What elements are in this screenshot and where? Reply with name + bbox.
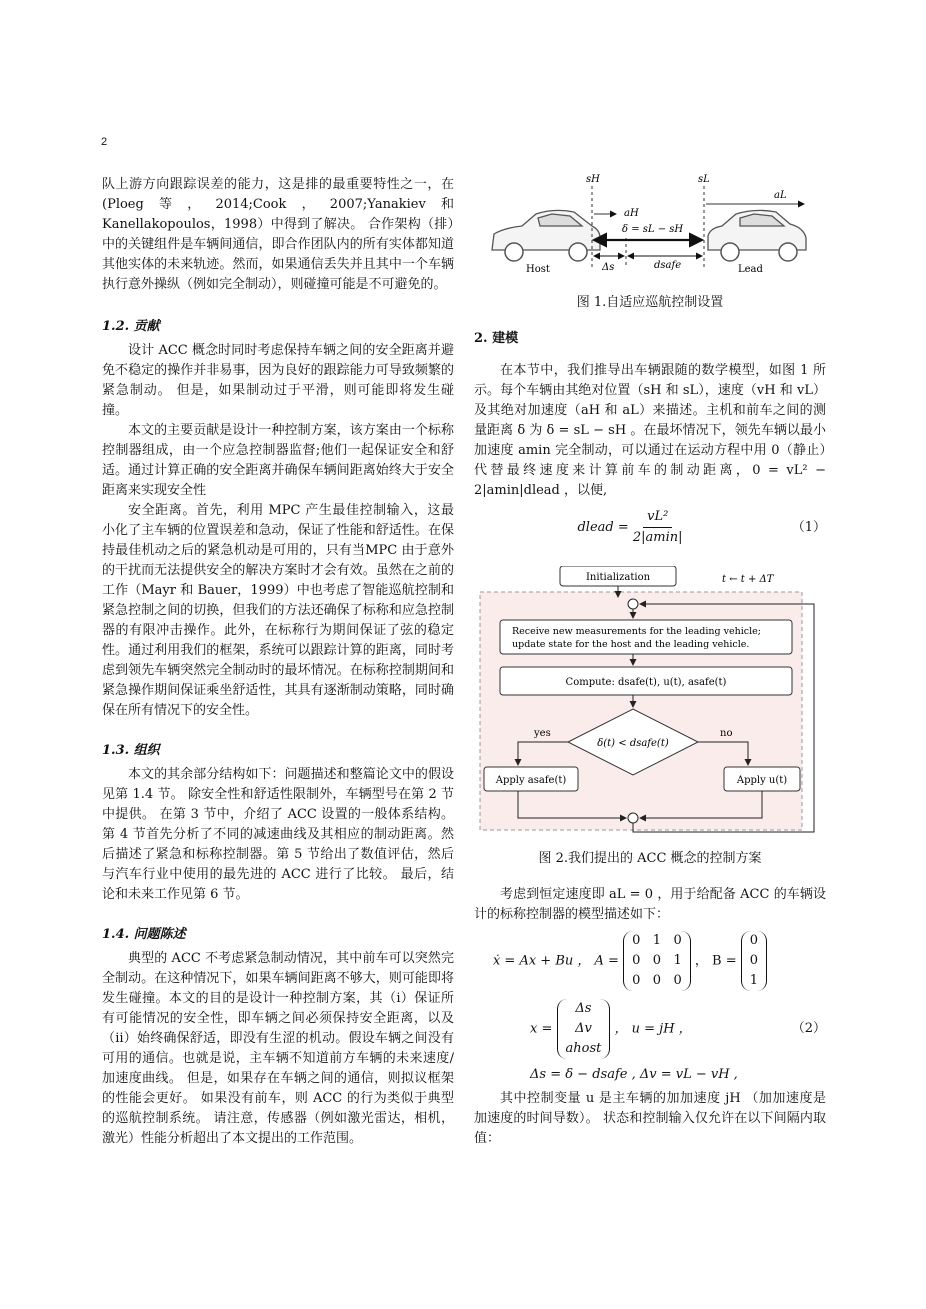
apply-asafe-label: Apply asafe(t) — [495, 775, 567, 786]
eq2-last-line: Δs = δ − dsafe , Δv = vL − vH , — [530, 1067, 738, 1082]
label-ah: aH — [624, 208, 639, 219]
section-2-heading: 2. 建模 — [474, 331, 519, 346]
receive-line-1: Receive new measurements for the leading vehicle; — [512, 626, 761, 637]
state-vector — [557, 999, 611, 1059]
label-sh: sH — [586, 174, 600, 185]
matrix-cell: 0 — [632, 973, 641, 988]
label-sl: sL — [698, 174, 710, 185]
matrix-cell: 0 — [673, 933, 682, 948]
matrix-cell: 0 — [749, 933, 759, 948]
paragraph: 本文的其余部分结构如下：问题描述和整篇论文中的假设见第 1.4 节。 除安全性和舒适性限制外，车辆型号在第 2 节中提供。 在第 3 节中，介绍了 ACC 设置的一般体系结构。第 4 节首先分析了不同的减速曲线及其相应的制动距离。然后描述了紧急和标称控制器。第 5 节给出了数值评估，然后与汽车行业中使用的最先进的 ACC 进行了比较。 最后，结论和未来工作见第 6 节。 — [102, 767, 454, 902]
matrix-cell: 0 — [632, 933, 641, 948]
wheel-icon — [505, 243, 523, 261]
label-dsafe: dsafe — [654, 260, 682, 271]
matrix-cell: 0 — [652, 973, 662, 988]
label-al: aL — [774, 190, 787, 201]
equation-2-line-1 — [474, 925, 826, 997]
vector-cell: ahost — [565, 1041, 602, 1056]
matrix-a — [623, 931, 691, 991]
label-lead: Lead — [738, 264, 763, 275]
eq2-u: ， u = jH ， — [614, 1021, 692, 1037]
vector-cell: Δs — [575, 1001, 592, 1016]
equation-2-line-2 — [474, 997, 826, 1065]
decision-label: δ(t) < dsafe(t) — [597, 738, 669, 749]
wheel-icon — [721, 243, 739, 261]
paragraph: 其中控制变量 u 是主车辆的加加速度 jH （加加速度是加速度的时间导数）。 状态和控制输入仅允许在以下间隔内取值： — [474, 1091, 826, 1146]
figure-1-acc-setup — [474, 172, 826, 280]
init-label: Initialization — [585, 572, 651, 583]
intro-paragraph: 队上游方向跟踪误差的能力，这是排的最重要特性之一，在(Ploeg等，2014;Cook，2007;Yanakiev和Kanellakopoulos，1998）中得到了解决。 合作架构（排）中的关键组件是车辆间通信，即合作团队内的所有实体都知道其他实体的未来轨迹。然而，如果通信丢失并且其中一个车辆执行意外操纵（例如完全制动），则碰撞可能是不可避免的。 — [102, 177, 454, 292]
wheel-icon — [569, 243, 587, 261]
eq1-lhs: dlead = — [577, 520, 629, 535]
page-number: 2 — [101, 136, 108, 148]
host-car-icon — [492, 210, 600, 250]
label-host: Host — [526, 264, 550, 275]
right-column — [474, 172, 826, 1149]
matrix-cell: 0 — [749, 953, 759, 968]
section-1-3-heading: 1.3. 组织 — [102, 743, 160, 758]
figure-1-caption: 图 1.自适应巡航控制设置 — [576, 295, 724, 310]
paragraph: 安全距离。首先，利用 MPC 产生最佳控制输入，这最小化了主车辆的位置误差和急动，保证了性能和舒适性。在保持最佳机动之后的紧急机动是可用的，只有当MPC 由于意外的干扰而无法提供安全的解决方案时才会有效。虽然在之前的工作（Mayr 和 Bauer，1999）中也考虑了智能巡航控制和紧急控制之间的切换，但我们的方法还确保了标称和应急控制器的有限冲击操作。此外，在标称行为期间保证了弦的稳定性。通过利用我们的框架，系统可以跟踪计算的距离，同时考虑到领先车辆突然完全制动时的最坏情况。在标称控制期间和紧急操作期间保证乘坐舒适性，其具有逐渐制动策略，同时确保在所有情况下的安全性。 — [102, 503, 454, 718]
eq1-number: （1） — [791, 519, 826, 535]
paragraph: 本文的主要贡献是设计一种控制方案，该方案由一个标称控制器组成，由一个应急控制器监督;他们一起保证安全和舒适。通过计算正确的安全距离并确保车辆间距离始终大于安全距离来实现安全性 — [102, 423, 454, 498]
paragraph: 考虑到恒定速度即 aL = 0 ，用于给配备 ACC 的车辆设计的标称控制器的模型描述如下： — [474, 887, 826, 922]
yes-label: yes — [534, 728, 551, 739]
eq2-xdot: ẋ = Ax + Bu ， A = — [492, 953, 619, 969]
loop-junction-top — [628, 599, 638, 609]
eq2-b-label: ， B = — [694, 953, 737, 969]
eq1-denominator: 2|amin| — [632, 530, 683, 545]
matrix-cell: 0 — [652, 953, 662, 968]
loop-junction-bottom — [628, 813, 638, 823]
vector-cell: Δv — [575, 1021, 592, 1036]
paragraph: 设计 ACC 概念时同时考虑保持车辆之间的安全距离并避免不稳定的操作并非易事，因为良好的跟踪能力可导致频繁的紧急制动。 但是，如果制动过于平滑，则可能即将发生碰撞。 — [102, 343, 454, 418]
matrix-cell: 1 — [652, 933, 662, 948]
matrix-b — [741, 931, 767, 991]
matrix-cell: 0 — [673, 973, 682, 988]
matrix-cell: 1 — [673, 953, 682, 968]
eq2-number: （2） — [791, 1021, 826, 1036]
wheel-icon — [779, 243, 797, 261]
paragraph: 在本节中，我们推导出车辆跟随的数学模型，如图 1 所示。每个车辆由其绝对位置（sH 和 sL），速度（vH 和 vL）及其绝对加速度（aH 和 aL）来描述。主机和前车之间的测量距离 δ 为 δ = sL − sH 。在最坏情况下，领先车辆以最小加速度 amin 完全制动，可以通过在运动方程中用 0（静止）代替最终速度来计算前车的制动距离，0 = vL² − 2|amin|dlead ，以便, — [474, 363, 826, 498]
equation-1 — [474, 501, 826, 554]
matrix-cell: 1 — [749, 973, 759, 988]
eq1-numerator: vL² — [643, 507, 672, 528]
label-delta-s: Δs — [602, 262, 615, 273]
time-label: t ← t + ΔT — [722, 574, 774, 585]
compute-label: Compute: dsafe(t), u(t), asafe(t) — [565, 677, 727, 688]
receive-line-2: update state for the host and the leading vehicle. — [512, 639, 750, 650]
section-1-4-heading: 1.4. 问题陈述 — [102, 927, 186, 942]
section-1-2-heading: 1.2. 贡献 — [102, 319, 160, 334]
eq2-x: x = — [530, 1021, 553, 1037]
apply-u-label: Apply u(t) — [736, 775, 788, 786]
paragraph: 典型的 ACC 不考虑紧急制动情况，其中前车可以突然完全制动。在这种情况下，如果车辆间距离不够大，则可能即将发生碰撞。本文的目的是设计一种控制方案，其（i）保证所有可能情况的安全性，即车辆之间必须保持安全距离，以及（ii）始终确保舒适，即没有生涩的机动。假设车辆之间没有可用的通信。也就是说，主车辆不知道前方车辆的未来速度/加速度曲线。 但是，如果存在车辆之间的通信，则拟议框架的性能会更好。 如果没有前车，则 ACC 的行为类似于典型的巡航控制系统。 请注意，传感器（例如激光雷达，相机，激光）性能分析超出了本文提出的工作范围。 — [102, 951, 454, 1146]
label-delta: δ = sL − sH — [622, 224, 684, 235]
left-column — [102, 175, 454, 1149]
matrix-cell: 0 — [632, 953, 641, 968]
figure-2-control-scheme — [474, 566, 826, 836]
figure-2-caption: 图 2.我们提出的 ACC 概念的控制方案 — [538, 851, 762, 866]
no-label: no — [720, 728, 733, 739]
